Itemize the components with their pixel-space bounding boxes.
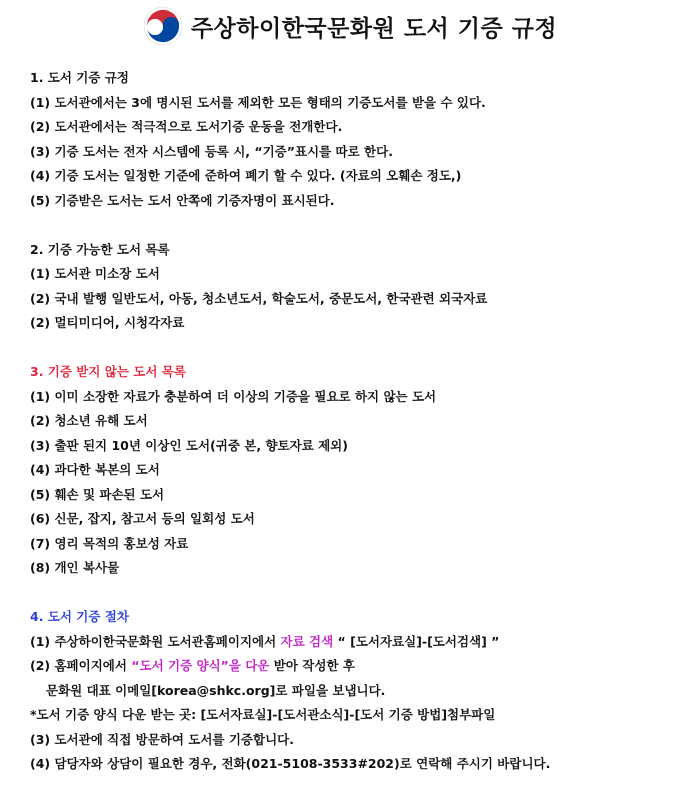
section3-item: (3) 출판 된지 10년 이상인 도서(귀중 본, 향토자료 제외): [30, 437, 348, 453]
section3-item: (6) 신문, 잡지, 참고서 등의 일회성 도서: [30, 511, 255, 526]
section3-item: (8) 개인 복사물: [30, 560, 120, 575]
section4-step2-continued: 문화원 대표 이메일[korea@shkc.org]로 파일을 보냅니다.: [46, 682, 386, 698]
section2-item: (1) 도서관 미소장 도서: [30, 266, 160, 281]
step1-suffix: “ [도서자료실]-[도서검색] ”: [333, 633, 500, 649]
taegeuk-logo-icon: [143, 6, 183, 46]
section4-note: *도서 기증 양식 다운 받는 곳: [도서자료실]-[도서관소식]-[도서 기증 방법]첨부파일: [30, 707, 496, 722]
section1-heading: 1. 도서 기증 규정: [30, 70, 129, 85]
section4-step2: [30, 654, 680, 679]
step2-highlight: “도서 기증 양식”을 다운: [131, 658, 270, 673]
section1-item: (1) 도서관에서는 3에 명시된 도서를 제외한 모든 형태의 기증도서를 받을 수 있다.: [30, 94, 486, 110]
step2-suffix: 받아 작성한 후: [269, 658, 355, 673]
section1-item: (2) 도서관에서는 적극적으로 도서기증 운동을 전개한다.: [30, 119, 343, 134]
section2-item: (2) 국내 발행 일반도서, 아동, 청소년도서, 학술도서, 중문도서, 한국관련 외국자료: [30, 290, 488, 306]
section4-step3: (3) 도서관에 직접 방문하여 도서를 기증합니다.: [30, 731, 294, 747]
section4-heading: 4. 도서 기증 절차: [30, 609, 129, 624]
regulation-body: [30, 66, 680, 777]
section3-heading: 3. 기증 받지 않는 도서 목록: [30, 364, 186, 379]
section3-item: (7) 영리 목적의 홍보성 자료: [30, 535, 189, 551]
step1-highlight: 자료 검색: [280, 633, 334, 649]
section2-item: (2) 멀티미디어, 시청각자료: [30, 315, 185, 330]
section1-item: (4) 기증 도서는 일정한 기준에 준하여 폐기 할 수 있다. (자료의 오훼손 정도,): [30, 168, 462, 183]
section3-item: (5) 훼손 및 파손된 도서: [30, 486, 165, 502]
section1-item: (5) 기증받은 도서는 도서 안쪽에 기증자명이 표시된다.: [30, 192, 335, 208]
section4-step4: (4) 담당자와 상담이 필요한 경우, 전화(021-5108-3533#202)로 연락해 주시기 바랍니다.: [30, 756, 551, 771]
section3-item: (2) 청소년 유해 도서: [30, 413, 148, 428]
section3-item: (1) 이미 소장한 자료가 충분하여 더 이상의 기증을 필요로 하지 않는 도서: [30, 388, 437, 404]
step1-prefix: (1) 주상하이한국문화원 도서관홈페이지에서: [30, 633, 281, 649]
section2-heading: 2. 기증 가능한 도서 목록: [30, 241, 170, 257]
step2-prefix: (2) 홈페이지에서: [30, 658, 132, 673]
page-header: [0, 4, 700, 48]
section3-item: (4) 과다한 복본의 도서: [30, 462, 160, 477]
section1-item: (3) 기증 도서는 전자 시스템에 등록 시, “기증”표시를 따로 한다.: [30, 143, 393, 159]
page-title: 주상하이한국문화원 도서 기증 규정: [190, 15, 558, 42]
section4-step1: [30, 630, 680, 655]
